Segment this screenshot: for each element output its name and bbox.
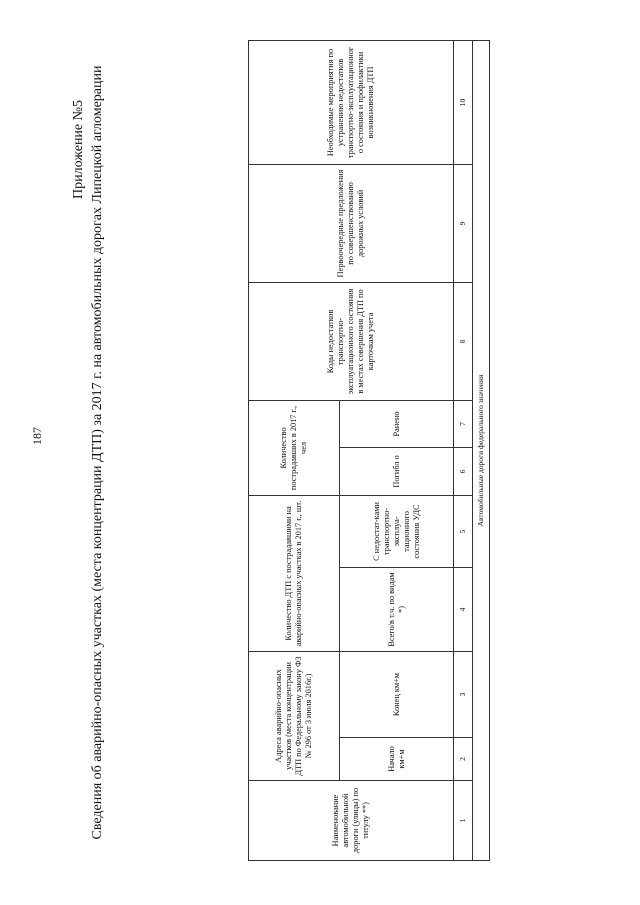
accidents-table [248, 40, 490, 861]
column-number: 1 [454, 781, 473, 861]
header-accidents: Количество ДТП с пострадавшими на аварийно-опасных участках в 2017 г., шт. [249, 495, 340, 651]
column-number: 8 [454, 282, 473, 400]
header-proposals: Первоочередные предложения по совершенствованию дорожных условий [249, 164, 454, 282]
header-address: Адреса аварийно-опасных участков (места концентрации ДТП по Федеральному закону ФЗ № 296 от 3 июля 2016г.) [249, 651, 340, 780]
appendix-label: Приложение №5 [71, 100, 86, 199]
column-number: 2 [454, 738, 473, 781]
column-number-row [454, 40, 473, 860]
header-victims: Количество пострадавших в 2017 г., чел [249, 400, 340, 495]
header-accidents-road: С недостат-ками транспортно-эксплуа-тационного состояния УДС [340, 495, 454, 567]
column-number: 6 [454, 447, 473, 495]
page-number: 187 [30, 427, 44, 445]
header-victims-killed: Погибл о [340, 447, 454, 495]
header-address-start: Начало км+м [340, 738, 454, 781]
header-road-name: Наименование автомобильной дороги (улицы) по титулу **) [249, 781, 454, 861]
column-number: 9 [454, 164, 473, 282]
title-block [70, 40, 106, 865]
column-number: 4 [454, 567, 473, 651]
header-accidents-total: Всего/в т.ч. по видам *) [340, 567, 454, 651]
section-row [473, 40, 490, 860]
document-title: Сведения об аварийно-опасных участках (места концентрации ДТП) за 2017 г. на автомобильных дорогах Липецкой агломерации [90, 65, 105, 840]
column-number: 10 [454, 40, 473, 164]
column-number: 5 [454, 495, 473, 567]
header-victims-injured: Ранено [340, 400, 454, 447]
column-number: 7 [454, 400, 473, 447]
section-row-label: Автомобильные дороги федерального значения [473, 40, 490, 860]
header-deficiency-codes: Коды недостатков транспортно-эксплуатационного состояния в местах совершения ДТП по карточкам учета [249, 282, 454, 400]
column-number: 3 [454, 651, 473, 737]
header-measures: Необходимые мероприятия по устранению недостатков транспортно-эксплуатационног о состояния и профилактики возникновения ДТП [249, 40, 454, 164]
header-row-1 [249, 40, 340, 860]
header-address-end: Конец км+м [340, 651, 454, 737]
